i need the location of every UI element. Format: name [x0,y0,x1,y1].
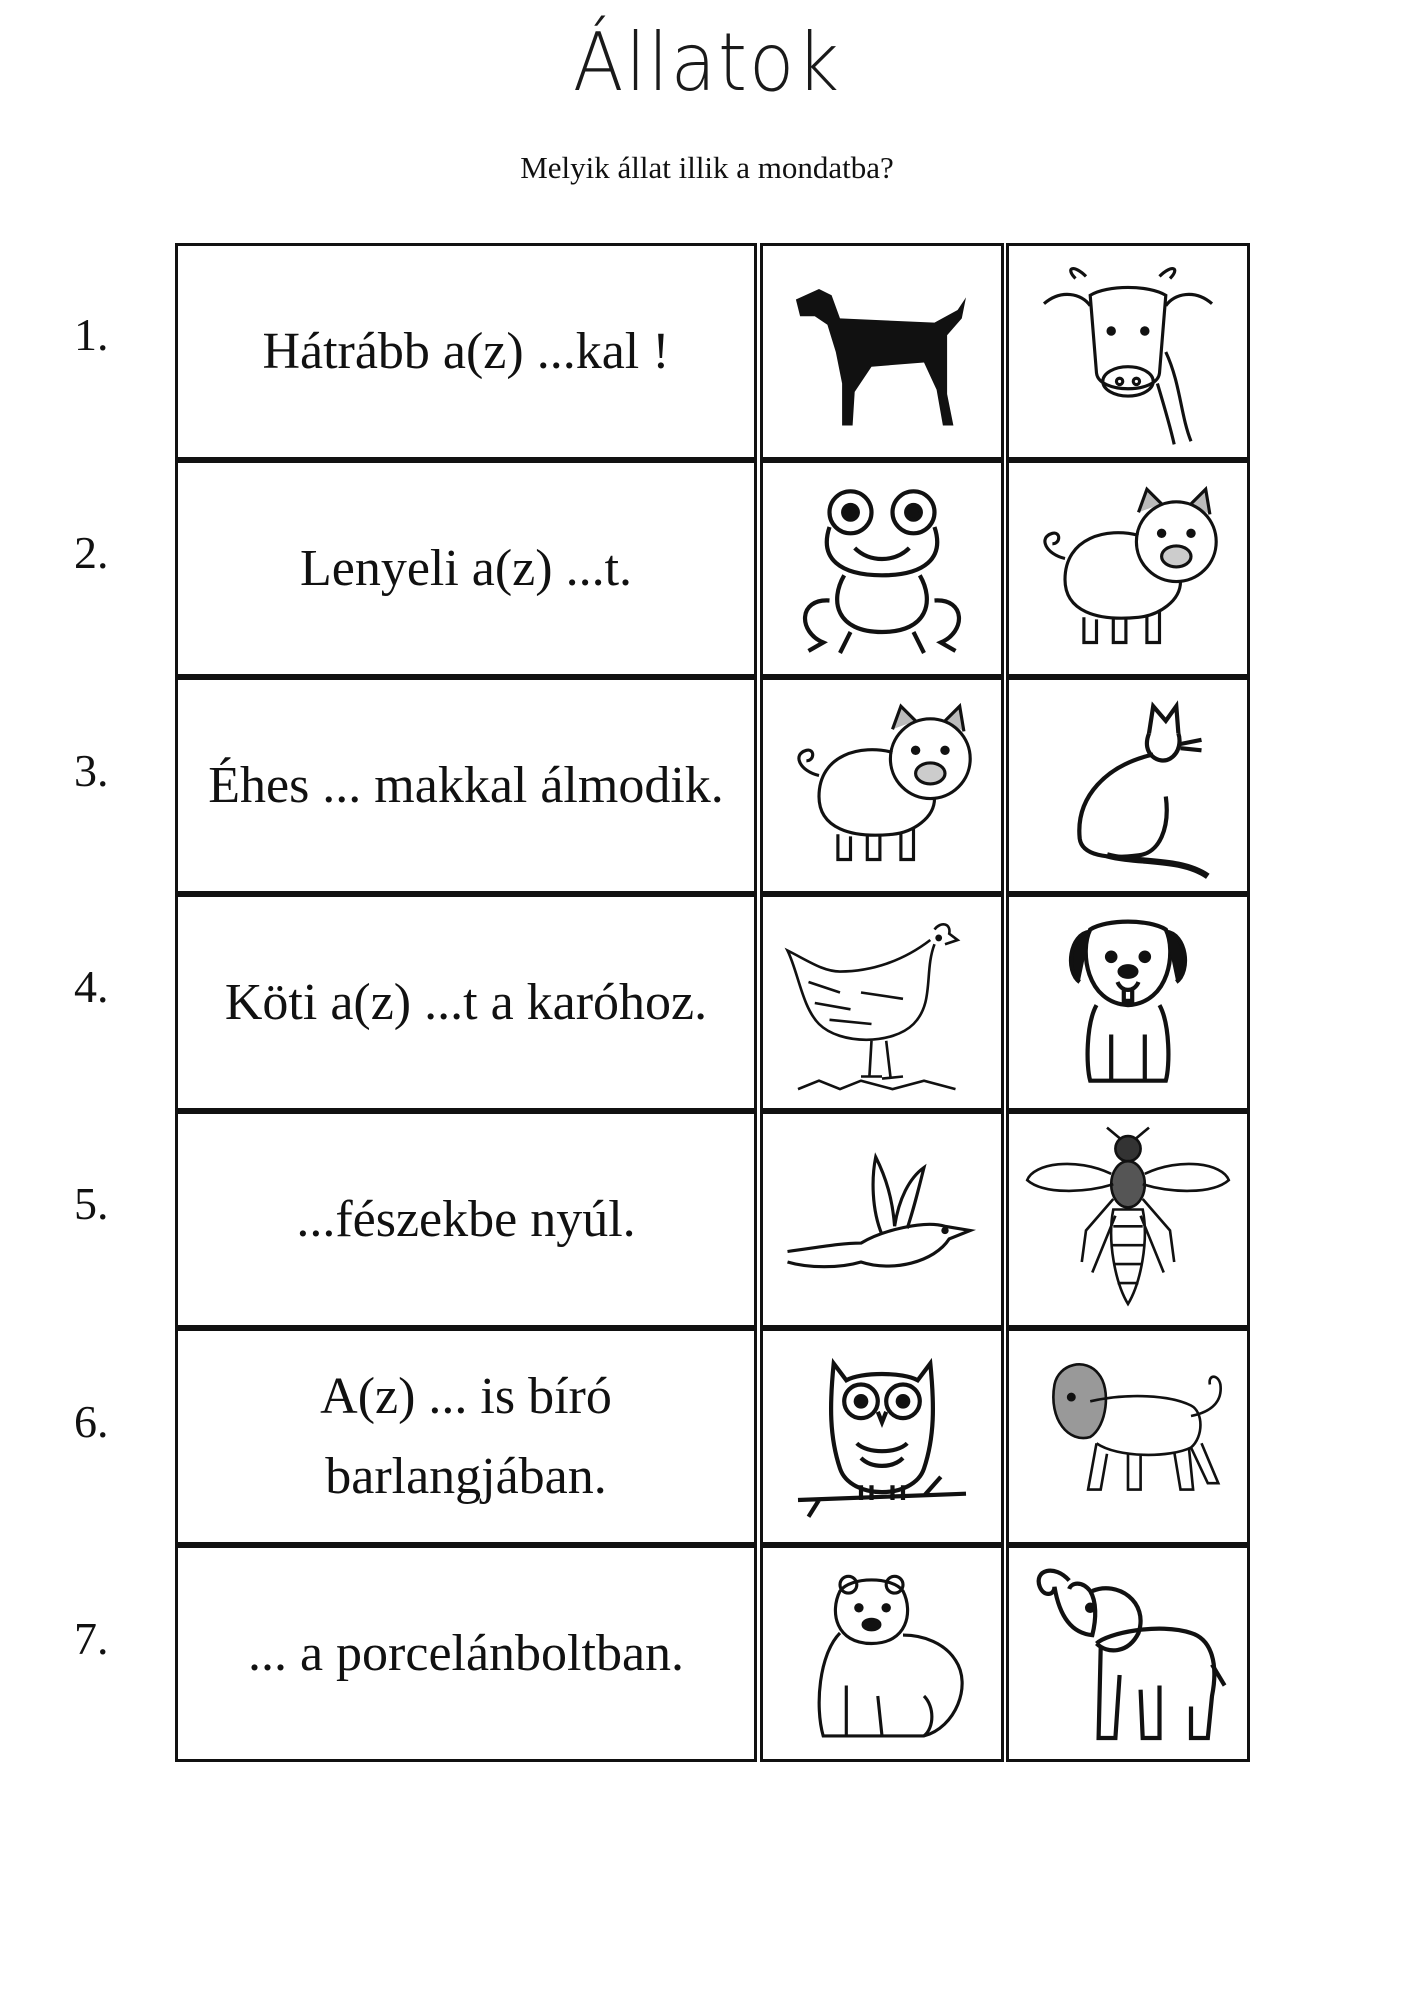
answer-option-cell[interactable] [760,243,1004,460]
answer-option-cell[interactable] [760,894,1004,1111]
sentence-cell: Éhes ... makkal álmodik. [175,677,757,894]
lion-icon [1023,1342,1233,1532]
cat-icon [1023,691,1233,881]
sentence-cell: Lenyeli a(z) ...t. [175,460,757,677]
answer-option-cell[interactable] [1006,460,1250,677]
sentence-cell: A(z) ... is bíró barlangjában. [175,1328,757,1545]
frog-icon [777,474,987,664]
puppy-icon [1023,908,1233,1098]
sentence-cell: ... a porcelánboltban. [175,1545,757,1762]
row-number: 6. [74,1396,109,1447]
owl-icon [777,1342,987,1532]
cow-icon [1023,257,1233,447]
row-number: 2. [74,527,109,578]
row-number: 7. [74,1613,109,1664]
answer-option-cell[interactable] [760,1545,1004,1762]
elephant-icon [1023,1559,1233,1749]
dog-silhouette-icon [777,257,987,447]
wasp-icon [1023,1125,1233,1315]
answer-option-cell[interactable] [760,1111,1004,1328]
answer-option-cell[interactable] [760,677,1004,894]
hen-icon [777,908,987,1098]
answer-option-cell[interactable] [1006,1111,1250,1328]
sentence-cell: ...fészekbe nyúl. [175,1111,757,1328]
answer-option-cell[interactable] [1006,1545,1250,1762]
polar-bear-icon [777,1559,987,1749]
bird-icon [777,1125,987,1315]
sentence-cell: Köti a(z) ...t a karóhoz. [175,894,757,1111]
answer-option-cell[interactable] [1006,243,1250,460]
pig-icon [1023,474,1233,664]
sentence-cell: Hátrább a(z) ...kal ! [175,243,757,460]
answer-option-cell[interactable] [1006,677,1250,894]
answer-option-cell[interactable] [1006,1328,1250,1545]
answer-option-cell[interactable] [760,1328,1004,1545]
answer-option-cell[interactable] [1006,894,1250,1111]
answer-option-cell[interactable] [760,460,1004,677]
page-title: Állatok [572,16,842,110]
row-number: 3. [74,745,109,796]
row-number: 4. [74,961,109,1012]
pig-icon [777,691,987,881]
row-number: 1. [74,309,109,360]
row-number: 5. [74,1178,109,1229]
instruction-text: Melyik állat illik a mondatba? [520,150,894,185]
